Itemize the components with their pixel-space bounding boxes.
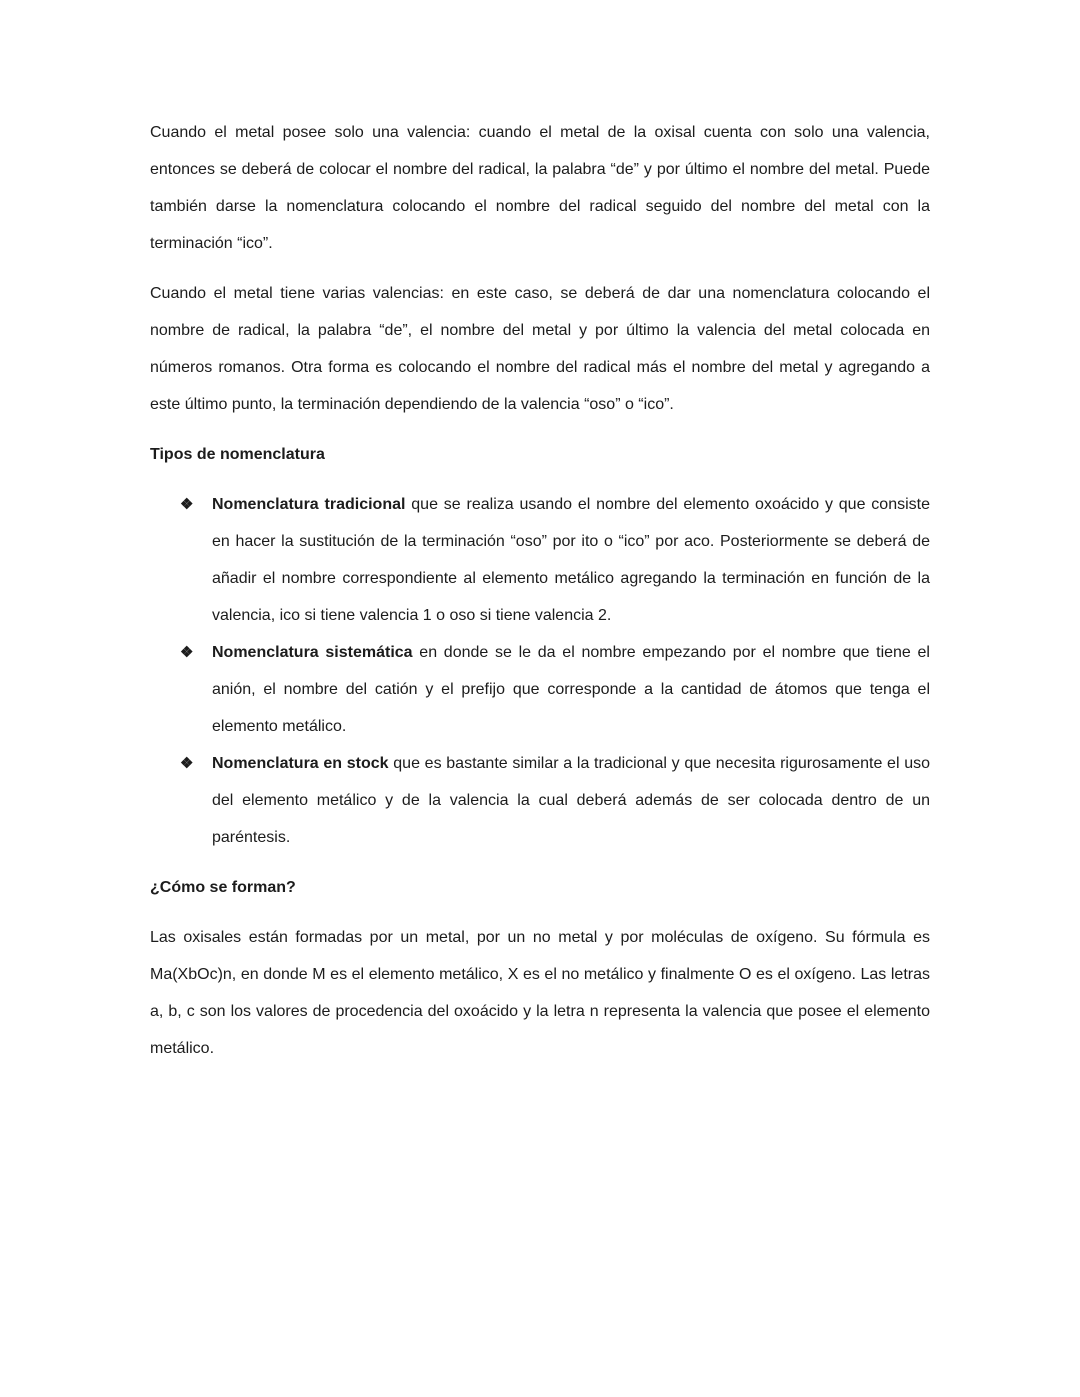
list-item — [150, 486, 930, 634]
paragraph-formacion: Las oxisales están formadas por un metal, por un no metal y por moléculas de oxígeno. Su fórmula es Ma(XbOc)n, en donde M es el elemento metálico, X es el no metálico y finalmente O es el oxígeno. Las letras a, b, c son los valores de procedencia del oxoácido y la letra n representa la valencia que posee el elemento metálico. — [150, 929, 930, 1057]
list-item-lead: Nomenclatura en stock — [212, 755, 389, 772]
list-item-lead: Nomenclatura tradicional — [212, 496, 406, 513]
document-body — [150, 114, 930, 1080]
paragraph-valencia-unica: Cuando el metal posee solo una valencia: cuando el metal de la oxisal cuenta con solo una valencia, entonces se deberá de colocar el nombre del radical, la palabra “de” y por último el nombre del metal. Puede también darse la nomenclatura colocando el nombre del radical seguido del nombre del metal con la terminación “ico”. — [150, 124, 930, 252]
diamond-bullet-icon: ❖ — [180, 644, 194, 661]
list-item — [150, 634, 930, 745]
nomenclature-list — [150, 486, 930, 856]
list-item-lead: Nomenclatura sistemática — [212, 644, 413, 661]
heading-como-se-forman: ¿Cómo se forman? — [150, 879, 296, 896]
list-item-text: en donde se le da el nombre empezando por el nombre que tiene el anión, el nombre del catión y el prefijo que corresponde a la cantidad de átomos que tenga el elemento metálico. — [212, 644, 930, 735]
list-item-text: que es bastante similar a la tradicional y que necesita rigurosamente el uso del elemento metálico y de la valencia la cual deberá además de ser colocada dentro de un paréntesis. — [212, 755, 931, 846]
paragraph-varias-valencias: Cuando el metal tiene varias valencias: en este caso, se deberá de dar una nomenclatura colocando el nombre de radical, la palabra “de”, el nombre del metal y por último la valencia del metal colocada en números romanos. Otra forma es colocando el nombre del radical más el nombre del metal y agregando a este último punto, la terminación dependiendo de la valencia “oso” o “ico”. — [150, 285, 930, 413]
list-item — [150, 745, 930, 856]
heading-tipos-de-nomenclatura: Tipos de nomenclatura — [150, 446, 325, 463]
diamond-bullet-icon: ❖ — [180, 755, 194, 772]
diamond-bullet-icon: ❖ — [180, 496, 194, 513]
list-item-text: que se realiza usando el nombre del elemento oxoácido y que consiste en hacer la sustitución de la terminación “oso” por ito o “ico” por aco. Posteriormente se deberá de añadir el nombre correspondiente al elemento metálico agregando la terminación en función de la valencia, ico si tiene valencia 1 o oso si tiene valencia 2. — [212, 496, 930, 624]
